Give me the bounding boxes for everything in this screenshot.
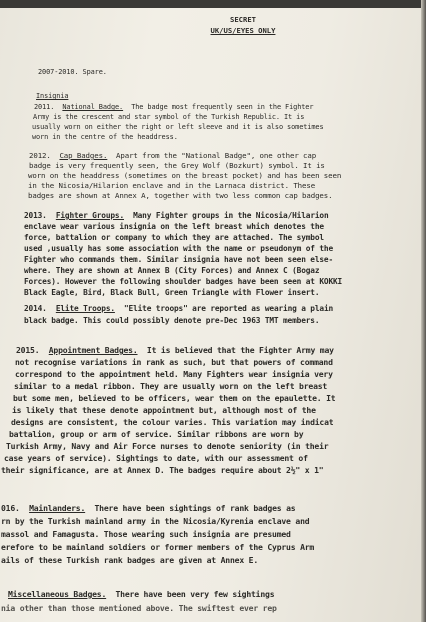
paragraph-2013-first-line: 2013. Fighter Groups. Many Fighter groups in the Nicosia/Hilarion [24, 211, 329, 220]
paragraph-2012-line: worn on the headdress (sometimes on the breast pocket) and has been seen [28, 171, 342, 180]
top-shadow [0, 0, 426, 8]
distribution-caveat: UK/US/EYES ONLY [210, 26, 276, 35]
paragraph-2012-first-line: 2012. Cap Badges. Apart from the "National Badge", one other cap [29, 151, 317, 160]
paragraph-2011-first-line: 2011. National Badge. The badge most frequently seen in the Fighter [34, 103, 314, 111]
paragraph-2016-line: ails of these Turkish rank badges are given at Annex E. [1, 555, 259, 565]
paragraph-2015-line: but some men, believed to be officers, wear them on the epaulette. It [13, 393, 336, 403]
paragraph-2011-line: usually worn on either the right or left sleeve and it is also sometimes [32, 123, 324, 131]
page-right-edge [421, 0, 426, 622]
paragraph-2013-line: used ,usually has some association with the name or pseudonym of the [24, 244, 334, 253]
paragraph-2015-line: correspond to the appointment held. Many Fighters wear insignia very [15, 369, 333, 379]
paragraph-2016-line: massol and Famagusta. Those wearing such insignia are presumed [1, 529, 291, 539]
paragraph-2015-line: battalion, group or arm of service. Similar ribbons are worn by [9, 429, 304, 439]
paragraph-2013-line: Black Eagle, Bird, Black Bull, Green Triangle with Flower insert. [24, 288, 320, 297]
paragraph-2013-line: Forces). However the following shoulder badges have been seen at KOKKI [24, 277, 343, 286]
paragraph-2013-line: where. They are shown at Annex B (City Forces) and Annex C (Bogaz [24, 266, 320, 275]
paragraph-2012-line: in the Nicosia/Hilarion enclave and in the Larnaca district. These [28, 181, 316, 190]
paragraph-2013-line: enclave wear various insignia on the left breast which denotes the [24, 222, 324, 231]
classification-marking: SECRET [230, 15, 256, 24]
paragraph-2014-line: black badge. This could possibly denote pre-Dec 1963 TMT members. [24, 316, 320, 325]
section-heading: Insignia [36, 92, 69, 100]
paragraph-2013-line: Fighter who commands them. Similar insignia have not been seen else- [24, 255, 334, 264]
paragraph-2012-line: badge is very frequently seen, the Grey Wolf (Bozkurt) symbol. It is [29, 161, 325, 170]
paragraph-2016-first-line: 016. Mainlanders. There have been sightings of rank badges as [1, 503, 296, 513]
paragraph-misc-line: nia other than those mentioned above. The swiftest ever rep [1, 603, 277, 613]
paragraph-2014-first-line: 2014. Elite Troops. "Elite troops" are reported as wearing a plain [24, 304, 334, 313]
paragraph-2013-line: force, battalion or company to which they are attached. The symbol [24, 233, 324, 242]
paragraph-2016-line: rn by the Turkish mainland army in the Nicosia/Kyrenia enclave and [1, 516, 310, 526]
paragraph-2011-line: worn in the centre of the headdress. [32, 133, 178, 141]
paragraph-2015-line: their significance, are at Annex D. The badges require about 2½" x 1" [1, 465, 324, 475]
paragraph-misc-first-line: Miscellaneous Badges. There have been very few sightings [8, 589, 275, 599]
paragraph-2015-line: is likely that these denote appointment but, although most of the [12, 405, 316, 415]
paragraph-2012-line: badges are shown at Annex A, together with two less common cap badges. [28, 191, 333, 200]
spare-line: 2007-2010. Spare. [38, 68, 107, 76]
paragraph-2015-line: Turkish Army, Navy and Air Force nurses to denote seniority (in their [6, 441, 329, 451]
paragraph-2015-line: designs are consistent, the colour varies. This variation may indicat [11, 417, 334, 427]
paragraph-2015-line: similar to a medal ribbon. They are usually worn on the left breast [14, 381, 328, 391]
paragraph-2015-line: case years of service). Sightings to date, with our assessment of [4, 453, 308, 463]
paragraph-2015-first-line: 2015. Appointment Badges. It is believed that the Fighter Army may [16, 345, 334, 355]
paragraph-2011-line: Army is the crescent and star symbol of the Turkish Republic. It is [33, 113, 305, 121]
paragraph-2016-line: erefore to be mainland soldiers or former members of the Cyprus Arm [1, 542, 315, 552]
paragraph-2015-line: not recognise variations in rank as such, but that powers of command [15, 357, 333, 367]
